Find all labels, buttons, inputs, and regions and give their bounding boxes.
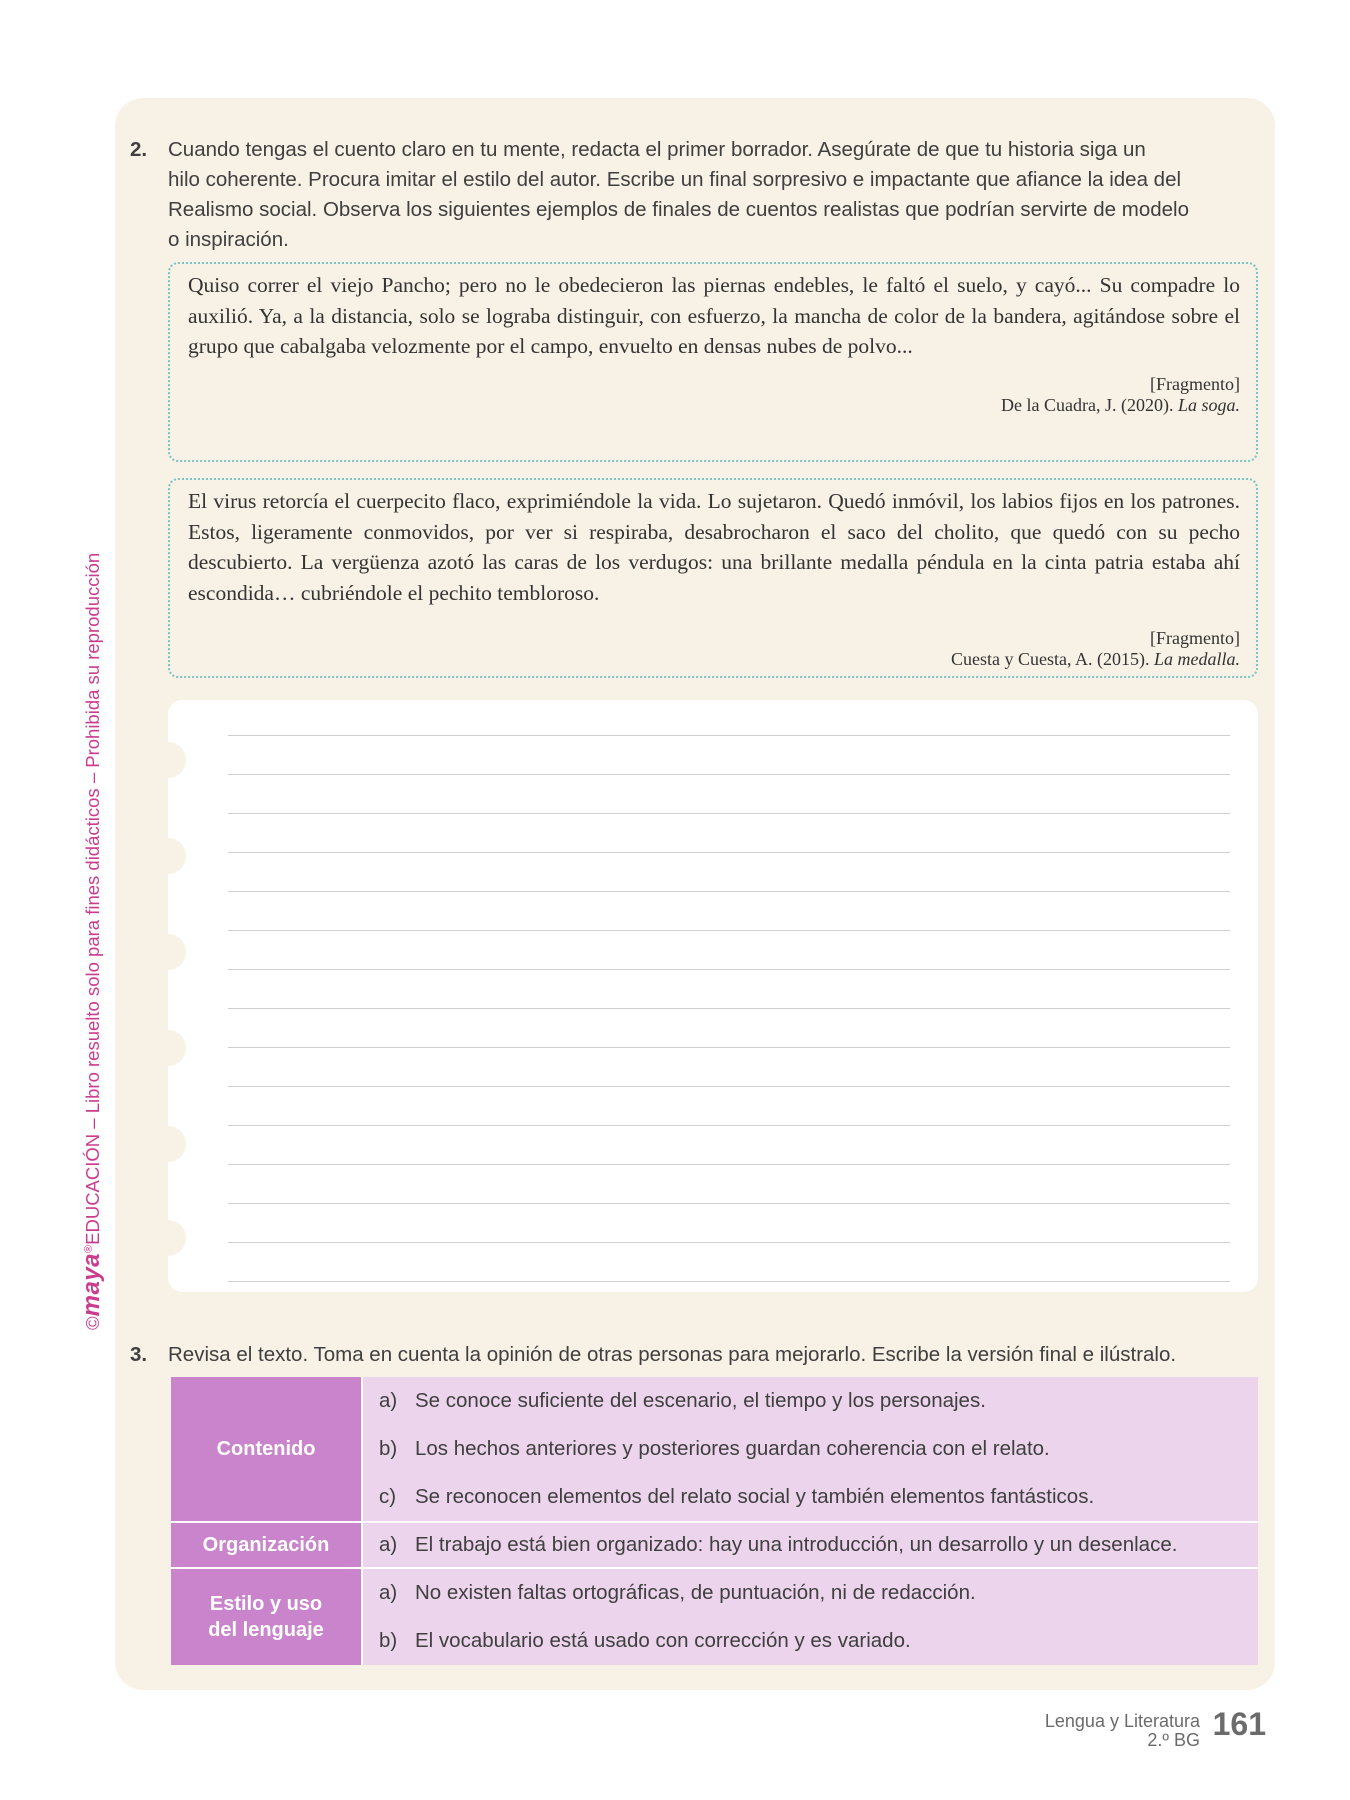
rubric-table	[171, 1377, 1258, 1665]
rubric-criterion	[362, 1473, 1258, 1522]
footer-subject	[1045, 1712, 1200, 1750]
question-number: 3.	[130, 1343, 148, 1366]
table-row	[171, 1568, 1258, 1617]
writing-line	[228, 1047, 1230, 1048]
binder-hole	[150, 1220, 186, 1256]
page-number: 161	[1212, 1706, 1266, 1742]
writing-line	[228, 774, 1230, 775]
writing-line	[228, 735, 1230, 736]
quote-source	[188, 628, 1240, 670]
binder-hole	[150, 742, 186, 778]
question-text	[168, 135, 1189, 255]
writing-line	[228, 891, 1230, 892]
rubric-criterion	[362, 1617, 1258, 1665]
binder-hole	[150, 934, 186, 970]
fragment-label: [Fragmento]	[1150, 373, 1240, 394]
brand-logo: maya	[78, 1252, 105, 1317]
question-line: o inspiración.	[168, 228, 289, 251]
binder-hole	[150, 838, 186, 874]
citation	[188, 395, 1240, 416]
fragment-label: [Fragmento]	[1150, 628, 1240, 648]
writing-line	[228, 852, 1230, 853]
copyright-sidebar	[78, 553, 106, 1330]
rubric-category-contenido: Contenido	[171, 1377, 362, 1522]
citation-work: La medalla.	[1153, 649, 1240, 669]
quote-text: El virus retorcía el cuerpecito flaco, exprimiéndole la vida. Lo sujetaron. Quedó inmóvil, los labios fijos en los patrones. Estos, ligeramente conmovidos, por ver si respiraba, desabrocharon el saco del cholito, que quedó con su pecho descubierto. La vergüenza azotó las caras de los verdugos: una brillante medalla péndula en la cinta patria estaba ahí escondida… cubriéndole el pechito tembloroso.	[188, 489, 1240, 605]
citation-work: La soga.	[1177, 394, 1240, 415]
table-row	[171, 1377, 1258, 1425]
writing-line	[228, 813, 1230, 814]
quote-source	[188, 374, 1240, 416]
binder-hole	[150, 1030, 186, 1066]
criterion-text: El trabajo está bien organizado: hay una introducción, un desarrollo y un desenlace.	[415, 1533, 1178, 1556]
writing-line	[228, 1125, 1230, 1126]
citation-author: De la Cuadra, J. (2020).	[1001, 394, 1174, 415]
criterion-letter: b)	[379, 1629, 398, 1652]
writing-line	[228, 1008, 1230, 1009]
rubric-criterion	[362, 1568, 1258, 1617]
binder-hole	[150, 1126, 186, 1162]
category-label-line: del lenguaje	[208, 1619, 324, 1641]
grade-label: 2.º BG	[1147, 1730, 1200, 1750]
criterion-letter: a)	[379, 1581, 398, 1604]
example-quote-1	[168, 262, 1258, 462]
writing-line	[228, 1242, 1230, 1243]
question-line: Cuando tengas el cuento claro en tu mente, redacta el primer borrador. Asegúrate de que tu historia siga un	[168, 138, 1146, 161]
writing-line	[228, 1281, 1230, 1282]
criterion-letter: b)	[379, 1437, 398, 1460]
criterion-text: Los hechos anteriores y posteriores guardan coherencia con el relato.	[415, 1437, 1050, 1460]
citation-author: Cuesta y Cuesta, A. (2015).	[951, 649, 1150, 669]
criterion-letter: a)	[379, 1389, 398, 1412]
question-line: Realismo social. Observa los siguientes ejemplos de finales de cuentos realistas que podrían servirte de modelo	[168, 198, 1189, 221]
writing-line	[228, 930, 1230, 931]
writing-line	[228, 1203, 1230, 1204]
registered-symbol: ®	[82, 1244, 95, 1253]
copyright-symbol: ©	[82, 1316, 103, 1330]
question-line: hilo coherente. Procura imitar el estilo del autor. Escribe un final sorpresivo e impactante que afiance la idea del	[168, 168, 1182, 191]
copyright-notice: EDUCACIÓN – Libro resuelto solo para fines didácticos – Prohibida su reproducción	[82, 552, 103, 1245]
rubric-criterion	[362, 1522, 1258, 1568]
subject-name: Lengua y Literatura	[1044, 1711, 1200, 1731]
criterion-text: No existen faltas ortográficas, de puntuación, ni de redacción.	[415, 1581, 976, 1604]
criterion-text: Se conoce suficiente del escenario, el tiempo y los personajes.	[415, 1389, 986, 1412]
criterion-text: El vocabulario está usado con corrección y es variado.	[415, 1629, 911, 1652]
writing-area[interactable]	[168, 700, 1258, 1292]
rubric-category-organizacion: Organización	[171, 1522, 362, 1568]
criterion-letter: c)	[379, 1485, 397, 1508]
quote-text: Quiso correr el viejo Pancho; pero no le obedecieron las piernas endebles, le faltó el suelo, y cayó... Su compadre lo auxilió. Ya, a la distancia, solo se lograba distinguir, con esfuerzo, la mancha de color de la bandera, agitándose sobre el grupo que cabalgaba velozmente por el campo, envuelto en densas nubes de polvo...	[188, 273, 1240, 358]
criterion-letter: a)	[379, 1533, 398, 1556]
rubric-criterion	[362, 1377, 1258, 1425]
citation	[188, 649, 1240, 670]
writing-line	[228, 969, 1230, 970]
criterion-text: Se reconocen elementos del relato social y también elementos fantásticos.	[415, 1485, 1095, 1508]
question-number: 2.	[130, 138, 148, 161]
category-label-line: Estilo y uso	[209, 1593, 323, 1615]
table-row	[171, 1522, 1258, 1568]
rubric-category-estilo	[171, 1568, 362, 1665]
question-text: Revisa el texto. Toma en cuenta la opinión de otras personas para mejorarlo. Escribe la versión final e ilústralo.	[168, 1343, 1177, 1366]
writing-line	[228, 1164, 1230, 1165]
rubric-criterion	[362, 1425, 1258, 1473]
writing-line	[228, 1086, 1230, 1087]
example-quote-2	[168, 478, 1258, 678]
